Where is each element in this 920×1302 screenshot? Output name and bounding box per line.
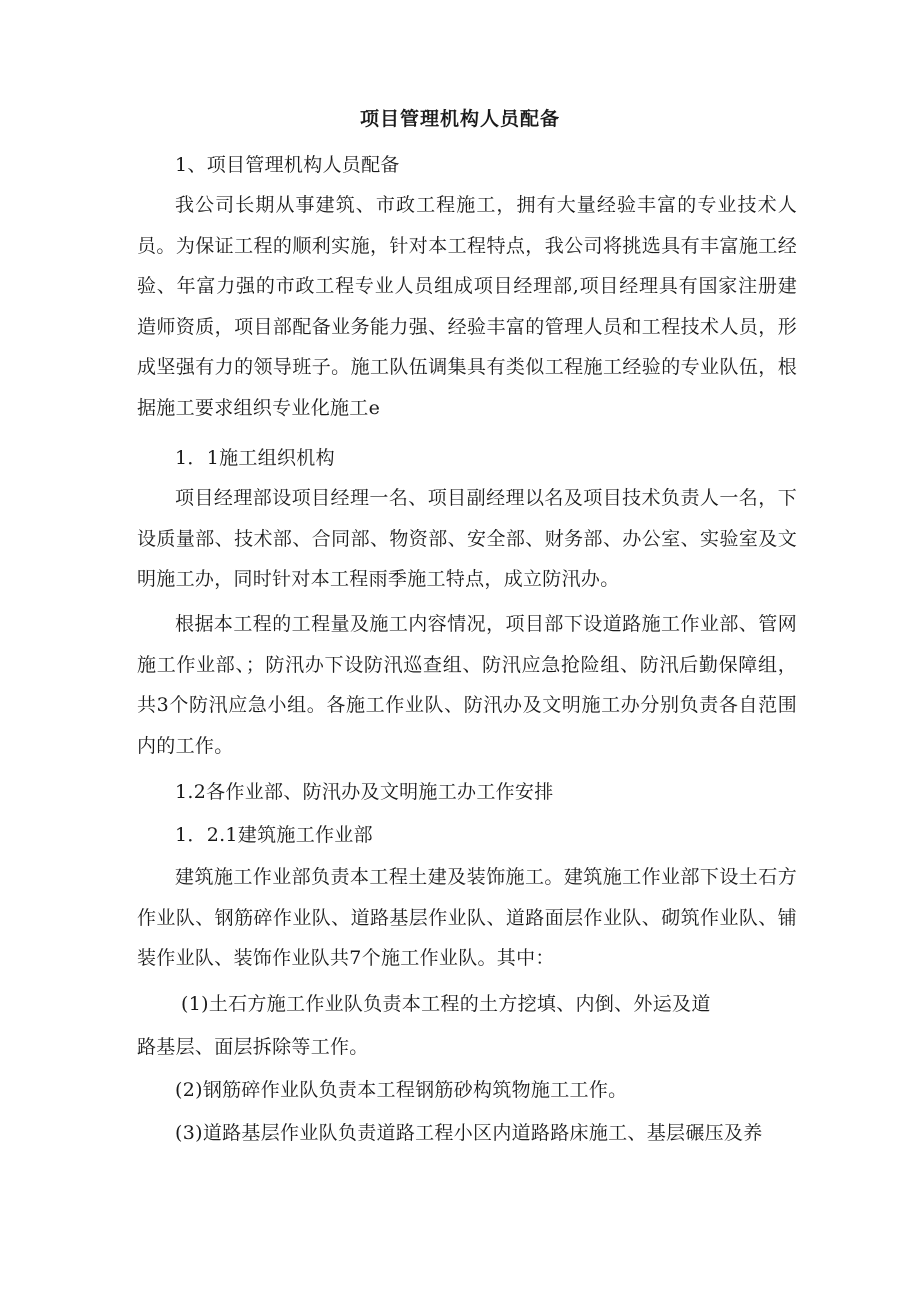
section-heading-1-1: 1．1施工组织机构 xyxy=(175,447,335,469)
list-item-1-continued: 路基层、面层拆除等工作。 xyxy=(137,1036,369,1058)
paragraph-intro: 我公司长期从事建筑、市政工程施工，拥有大量经验丰富的专业技术人员。为保证工程的顺利实施，针对本工程特点，我公司将挑选具有丰富施工经验、年富力强的市政工程专业人员组成项目经理部,项目经理具有国家注册建造师资质，项目部配备业务能力强、经验丰富的管理人员和工程技术人员，形成坚强有力的领导班子。施工队伍调集具有类似工程施工经验的专业队伍，根据施工要求组织专业化施工e xyxy=(137,194,797,419)
section-heading-1-2: 1.2各作业部、防汛办及文明施工办工作安排 xyxy=(175,781,554,803)
list-item-3: (3)道路基层作业队负责道路工程小区内道路路床施工、基层碾压及养 xyxy=(175,1122,763,1144)
section-heading-1: 1、项目管理机构人员配备 xyxy=(175,154,400,176)
section-heading-1-2-1: 1．2.1建筑施工作业部 xyxy=(175,824,373,846)
paragraph-construction-dept: 建筑施工作业部负责本工程土建及装饰施工。建筑施工作业部下设土石方作业队、钢筋碎作业队、道路基层作业队、道路面层作业队、砌筑作业队、铺装作业队、装饰作业队共7个施工作业队。其中： xyxy=(137,866,797,969)
paragraph-departments: 根据本工程的工程量及施工内容情况，项目部下设道路施工作业部、管网施工作业部、；防汛办下设防汛巡查组、防汛应急抢险组、防汛后勤保障组，共3个防汛应急小组。各施工作业队、防汛办及文明施工办分别负责各自范围内的工作。 xyxy=(137,613,797,757)
paragraph-organization: 项目经理部设项目经理一名、项目副经理以名及项目技术负责人一名，下设质量部、技术部、合同部、物资部、安全部、财务部、办公室、实验室及文明施工办，同时针对本工程雨季施工特点，成立防汛办。 xyxy=(137,487,797,590)
list-item-2: (2)钢筋碎作业队负责本工程钢筋砂构筑物施工工作。 xyxy=(175,1079,628,1101)
document-title: 项目管理机构人员配备 xyxy=(359,108,560,130)
list-item-1: (1)土石方施工作业队负责本工程的土方挖填、内倒、外运及道 xyxy=(181,993,711,1015)
